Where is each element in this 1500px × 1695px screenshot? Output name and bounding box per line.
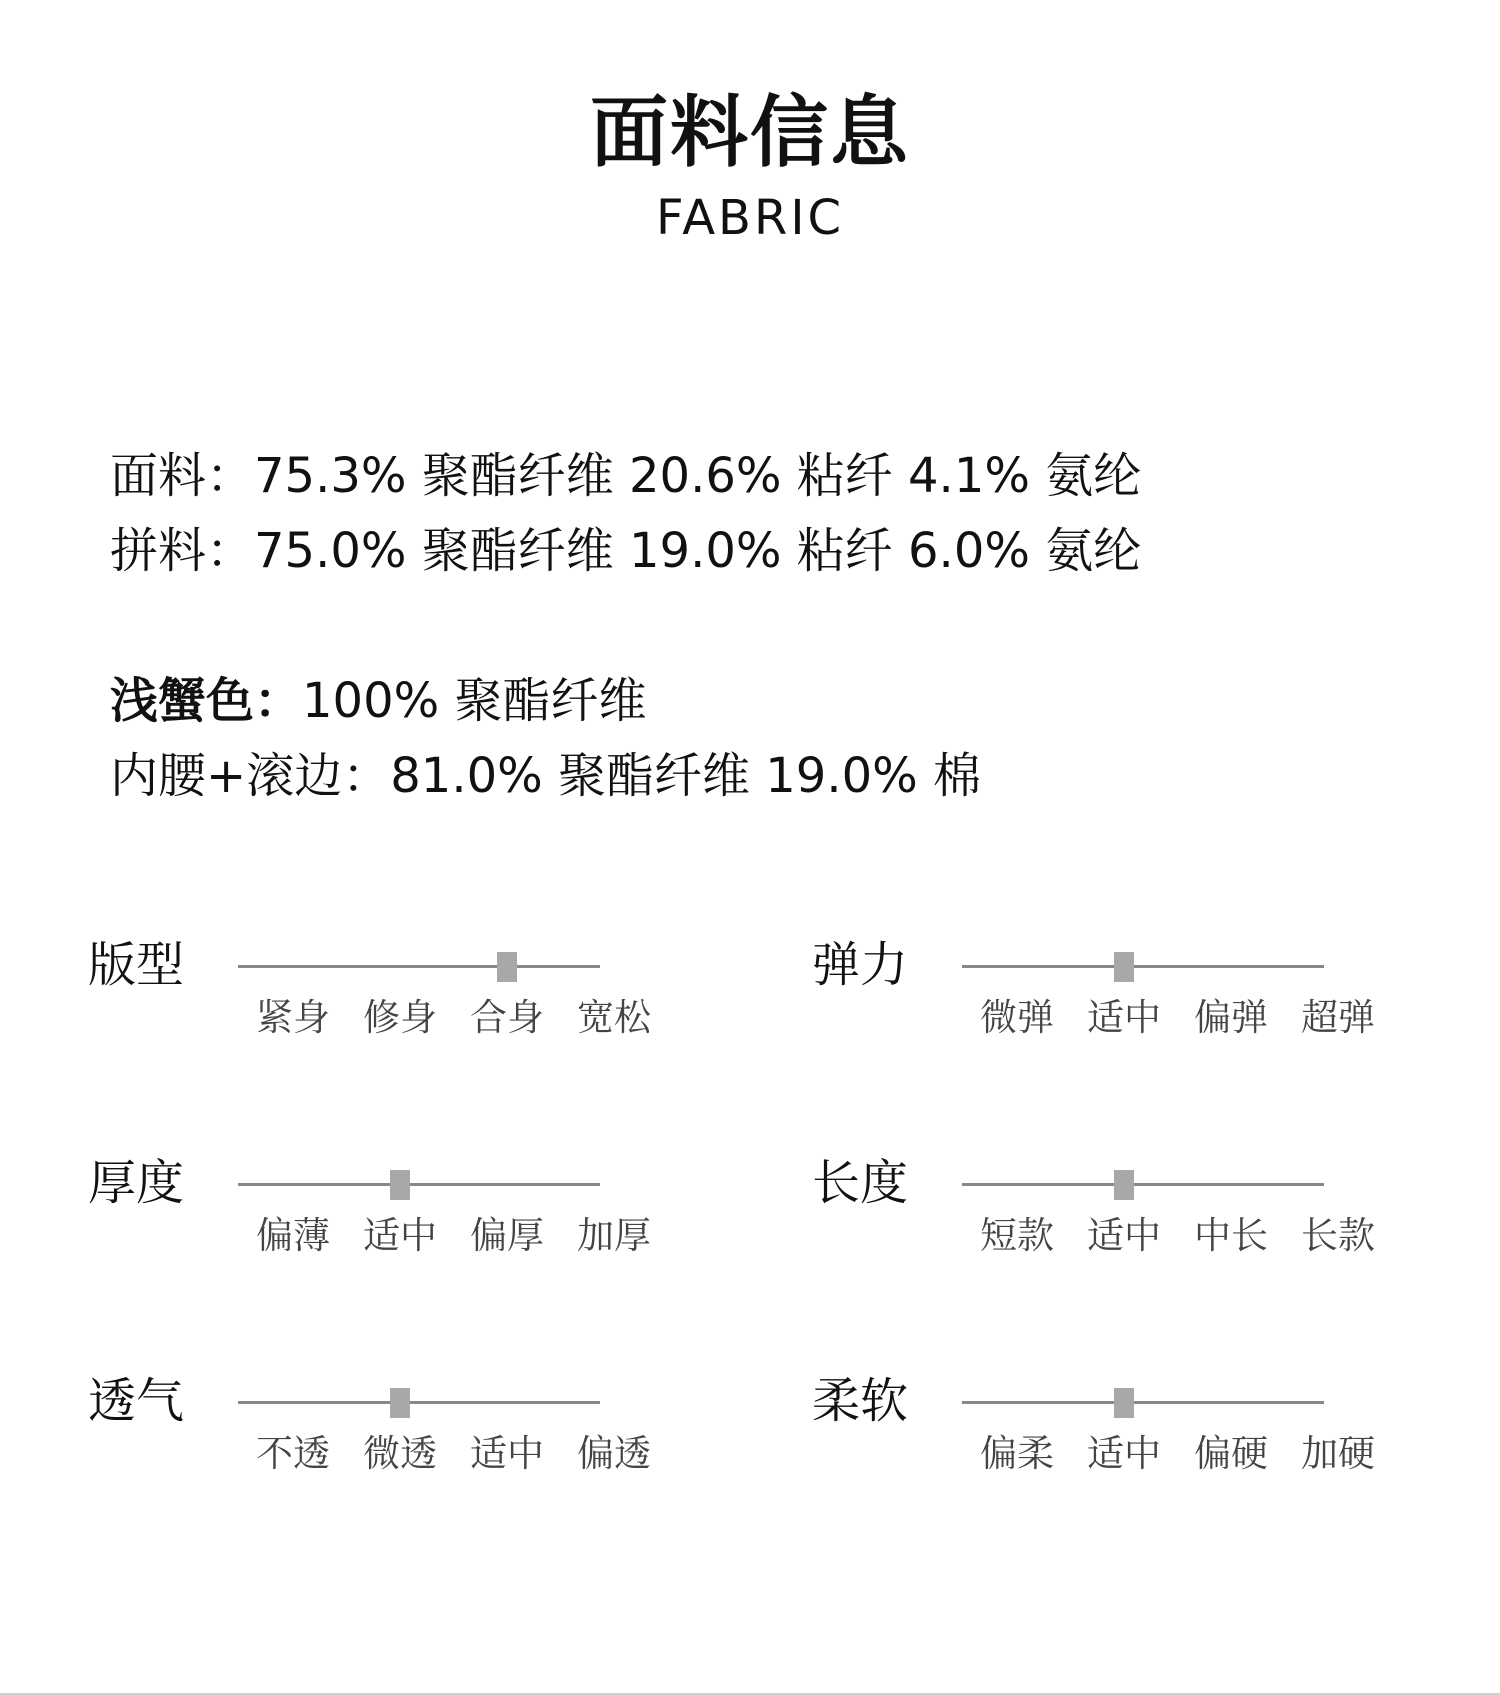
scale-option: 偏硬 (1194, 1432, 1268, 1475)
composition-value: 100% 聚酯纤维 (302, 673, 647, 729)
attribute-name: 柔软 (812, 1373, 909, 1429)
attribute-scale (88, 935, 728, 1055)
scale-track (962, 1401, 1324, 1404)
scale-option: 偏薄 (256, 1214, 330, 1257)
scale-option: 适中 (1087, 1214, 1161, 1257)
page-title: 面料信息 (589, 88, 910, 178)
scale-option: 微弹 (980, 996, 1054, 1039)
attribute-scale (88, 1153, 728, 1273)
composition-main-fabric (110, 446, 1141, 506)
composition-label: 面料： (110, 448, 255, 504)
attribute-name: 厚度 (88, 1155, 185, 1211)
composition-waistband-binding (110, 746, 981, 806)
scale-option: 紧身 (256, 996, 330, 1039)
composition-panel-fabric (110, 521, 1141, 581)
scale-option: 宽松 (577, 996, 651, 1039)
composition-value: 81.0% 聚酯纤维 19.0% 棉 (390, 748, 981, 804)
attribute-name: 版型 (88, 937, 185, 993)
scale-option: 加厚 (577, 1214, 651, 1257)
scale-option: 加硬 (1301, 1432, 1375, 1475)
scale-option: 适中 (363, 1214, 437, 1257)
scale-option: 超弹 (1301, 996, 1375, 1039)
attribute-name: 透气 (88, 1373, 185, 1429)
attribute-name: 弹力 (812, 937, 909, 993)
scale-option: 微透 (363, 1432, 437, 1475)
page-subtitle: FABRIC (656, 190, 844, 246)
attribute-scale (812, 1153, 1452, 1273)
scale-thumb (390, 1388, 410, 1418)
scale-thumb (1114, 1170, 1134, 1200)
scale-option: 适中 (1087, 1432, 1161, 1475)
scale-option: 偏透 (577, 1432, 651, 1475)
scale-track (238, 1183, 600, 1186)
scale-thumb (1114, 952, 1134, 982)
composition-value: 75.3% 聚酯纤维 20.6% 粘纤 4.1% 氨纶 (254, 448, 1142, 504)
scale-option: 偏厚 (470, 1214, 544, 1257)
scale-track (962, 965, 1324, 968)
composition-label: 拼料： (110, 523, 255, 579)
scale-thumb (497, 952, 517, 982)
scale-thumb (390, 1170, 410, 1200)
attribute-name: 长度 (812, 1155, 909, 1211)
scale-track (238, 965, 600, 968)
attribute-scale (88, 1371, 728, 1491)
scale-option: 不透 (256, 1432, 330, 1475)
scale-option: 短款 (980, 1214, 1054, 1257)
scale-option: 适中 (1087, 996, 1161, 1039)
scale-thumb (1114, 1388, 1134, 1418)
attribute-scale (812, 935, 1452, 1055)
scale-option: 长款 (1301, 1214, 1375, 1257)
scale-track (238, 1401, 600, 1404)
scale-option: 修身 (363, 996, 437, 1039)
composition-color-variant (110, 671, 647, 731)
scale-option: 中长 (1194, 1214, 1268, 1257)
scale-option: 合身 (470, 996, 544, 1039)
scale-option: 偏弹 (1194, 996, 1268, 1039)
scale-option: 适中 (470, 1432, 544, 1475)
composition-label: 内腰+滚边： (110, 748, 391, 804)
scale-track (962, 1183, 1324, 1186)
composition-label: 浅蟹色： (110, 673, 303, 729)
scale-option: 偏柔 (980, 1432, 1054, 1475)
composition-value: 75.0% 聚酯纤维 19.0% 粘纤 6.0% 氨纶 (254, 523, 1142, 579)
attribute-scale (812, 1371, 1452, 1491)
